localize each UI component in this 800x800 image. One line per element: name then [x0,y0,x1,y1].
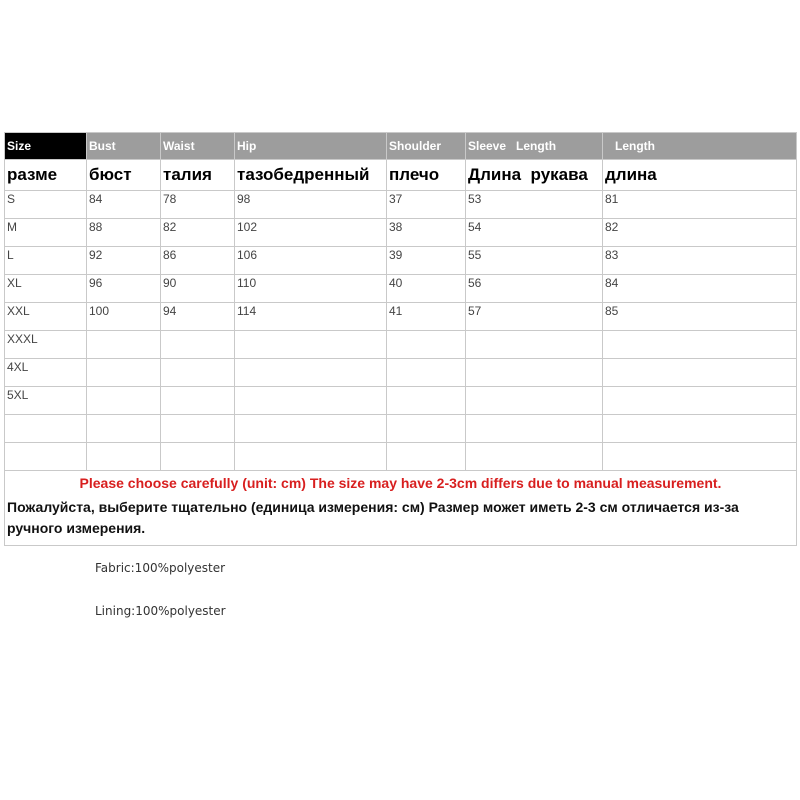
table-cell: 110 [235,275,387,303]
table-cell [87,359,161,387]
table-cell: 94 [161,303,235,331]
table-row [5,303,797,331]
table-cell [161,359,235,387]
table-row [5,191,797,219]
table-cell: 4XL [5,359,87,387]
header-sleeve-length-ru: Длина рукава [466,160,603,191]
table-cell [235,415,387,443]
table-cell: 84 [603,275,797,303]
table-cell: 83 [603,247,797,275]
header-waist-ru: талия [161,160,235,191]
table-cell: 81 [603,191,797,219]
header-sleeve-length: Sleeve Length [466,133,603,160]
header-shoulder-ru: плечо [387,160,466,191]
header-bust: Bust [87,133,161,160]
table-cell: S [5,191,87,219]
table-cell [87,415,161,443]
table-cell: 88 [87,219,161,247]
table-cell: 96 [87,275,161,303]
table-cell: 78 [161,191,235,219]
table-cell [387,331,466,359]
table-cell: L [5,247,87,275]
table-cell: 82 [603,219,797,247]
header-bust-ru: бюст [87,160,161,191]
table-row [5,331,797,359]
table-cell [161,331,235,359]
table-row [5,275,797,303]
table-row [5,415,797,443]
table-cell: M [5,219,87,247]
table-cell: 102 [235,219,387,247]
table-row [5,247,797,275]
table-cell: 114 [235,303,387,331]
header-length-ru: длина [603,160,797,191]
table-cell [87,387,161,415]
header-length: Length [603,133,797,160]
table-cell [466,443,603,471]
header-row-russian [5,160,797,191]
table-cell: 56 [466,275,603,303]
table-cell [387,443,466,471]
table-cell [87,443,161,471]
table-row [5,359,797,387]
table-cell [387,415,466,443]
table-cell [603,415,797,443]
header-shoulder: Shoulder [387,133,466,160]
table-cell [5,443,87,471]
table-cell [87,331,161,359]
table-cell: 53 [466,191,603,219]
table-cell [466,359,603,387]
table-row [5,219,797,247]
table-cell [235,359,387,387]
table-cell [161,415,235,443]
table-cell: 82 [161,219,235,247]
table-cell: 41 [387,303,466,331]
table-cell: 90 [161,275,235,303]
table-cell: XXL [5,303,87,331]
header-waist: Waist [161,133,235,160]
size-chart-table [4,132,797,546]
header-hip-ru: тазобедренный [235,160,387,191]
table-cell: 57 [466,303,603,331]
table-cell: 85 [603,303,797,331]
table-cell [5,415,87,443]
table-cell [466,415,603,443]
lining-info: Lining:100%polyester [95,604,226,618]
table-cell [466,331,603,359]
table-cell [387,387,466,415]
table-cell: 92 [87,247,161,275]
header-row-english [5,133,797,160]
table-cell [466,387,603,415]
header-size: Size [5,133,87,160]
table-cell: XXXL [5,331,87,359]
table-cell: 39 [387,247,466,275]
table-cell [387,359,466,387]
note-english: Please choose carefully (unit: cm) The size may have 2-3cm differs due to manual measurement. [79,475,722,491]
table-cell: 37 [387,191,466,219]
table-cell: 38 [387,219,466,247]
note-russian: Пожалуйста, выберите тщательно (единица измерения: см) Размер может иметь 2-3 см отличается из-за ручного измерения. [7,499,739,536]
table-cell: 54 [466,219,603,247]
table-cell: 55 [466,247,603,275]
table-cell [235,331,387,359]
header-hip: Hip [235,133,387,160]
table-cell [603,387,797,415]
fabric-info: Fabric:100%polyester [95,561,226,575]
table-cell [161,387,235,415]
table-cell: 86 [161,247,235,275]
table-cell [603,443,797,471]
table-cell: 40 [387,275,466,303]
table-row [5,443,797,471]
table-cell: 106 [235,247,387,275]
table-cell [235,387,387,415]
table-cell [161,443,235,471]
header-size-ru: разме [5,160,87,191]
table-cell: 98 [235,191,387,219]
table-cell [603,359,797,387]
table-cell: XL [5,275,87,303]
table-cell: 5XL [5,387,87,415]
table-cell [235,443,387,471]
table-cell: 84 [87,191,161,219]
note-cell [5,471,797,546]
note-row [5,471,797,546]
table-cell: 100 [87,303,161,331]
table-cell [603,331,797,359]
table-row [5,387,797,415]
